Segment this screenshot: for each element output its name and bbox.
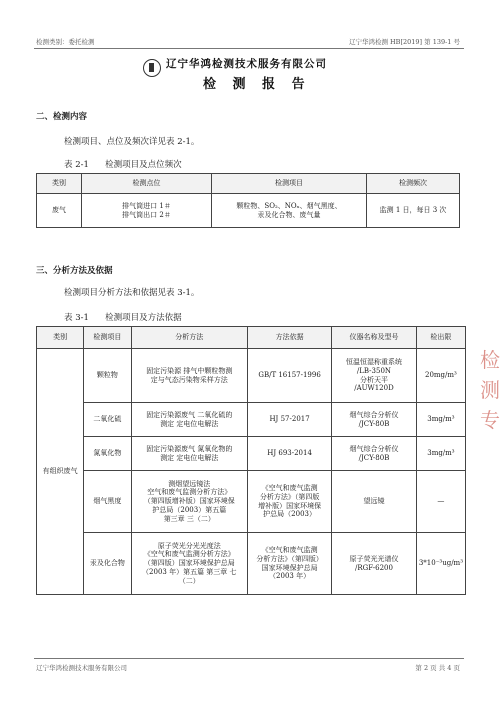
item-cell: 颗粒物 (84, 349, 131, 403)
table-row (37, 437, 466, 471)
table-2-1-caption: 表 2-1 检测项目及点位频次 (64, 160, 182, 170)
column-header: 检测项目 (84, 327, 131, 349)
category-cell: 有组织废气 (37, 349, 84, 595)
method-line: （二） (178, 576, 200, 585)
method-line: 护总局（2003）第五篇 (152, 505, 227, 514)
table-row (37, 471, 466, 533)
item-cell: 烟气黑度 (84, 471, 131, 533)
instrument-line: 分析天平 (359, 375, 388, 384)
method-line: 第三章 三（二） (163, 514, 215, 523)
basis-line: 《空气和废气监测 (261, 484, 318, 492)
instrument-cell (332, 437, 417, 471)
limit-cell: 3mg/m³ (416, 437, 465, 471)
table-row (37, 349, 466, 403)
column-header: 类别 (37, 327, 84, 349)
instrument-line: 原子荧光光谱仪 (349, 554, 399, 563)
section-3-heading: 三、分析方法及依据 (36, 266, 113, 276)
frequency-cell: 监测 1 日，每日 3 次 (367, 194, 460, 228)
basis-cell (248, 349, 332, 403)
instrument-line: /JCY-80B (358, 419, 390, 428)
method-line: 空气和废气监测分析方法》 (147, 488, 232, 497)
basis-line: 分析方法》（第四版） (256, 554, 323, 563)
method-cell (131, 533, 248, 595)
table-row (37, 194, 460, 228)
table-3-1 (36, 326, 466, 595)
limit-cell: 3mg/m³ (416, 403, 465, 437)
method-cell (131, 403, 248, 437)
limit-cell: 3*10⁻³ug/m³ (416, 533, 465, 595)
column-header: 分析方法 (131, 327, 248, 349)
section-3-intro: 检测项目分析方法和依据见表 3-1。 (64, 288, 200, 298)
table-3-1-caption: 表 3-1 检测项目及方法依据 (64, 313, 182, 323)
basis-line: 分析方法》（第四版 (259, 492, 320, 501)
company-name: 辽宁华鸿检测技术服务有限公司 (166, 58, 327, 70)
method-cell (131, 471, 248, 533)
instrument-line: /RGF-6200 (354, 563, 393, 572)
instrument-cell (332, 471, 417, 533)
basis-line: HJ 57-2017 (269, 415, 310, 424)
method-line: （2003 年）第五篇 第三章 七 (142, 567, 237, 576)
header-divider (34, 48, 464, 49)
instrument-cell (332, 403, 417, 437)
table-row (37, 533, 466, 595)
company-logo-icon (143, 59, 161, 77)
method-line: 测烟望远镜法 (168, 479, 211, 488)
table-2-1 (36, 173, 460, 228)
limit-cell: 20mg/m³ (416, 349, 465, 403)
instrument-line: /LB-350N (356, 366, 392, 375)
column-header: 类别 (37, 174, 82, 194)
basis-line: HJ 693-2014 (267, 449, 312, 458)
column-header: 方法依据 (248, 327, 332, 349)
points-cell (82, 194, 212, 228)
category-cell: 废气 (37, 194, 82, 228)
basis-line: GB/T 16157-1996 (258, 371, 321, 380)
column-header: 检出限 (416, 327, 465, 349)
instrument-line: 烟气综合分析仪 (349, 410, 399, 419)
item-cell: 二氧化硫 (84, 403, 131, 437)
method-line: 固定污染源废气 氮氧化物的 (146, 444, 233, 453)
column-header: 检测频次 (367, 174, 460, 194)
header-report-number: 辽宁华鸿检测 HB[2019] 第 139-1 号 (348, 38, 460, 46)
item-cell: 汞及化合物 (84, 533, 131, 595)
basis-line: 护总局（2003） (263, 510, 316, 519)
report-title: 检 测 报 告 (203, 77, 311, 92)
instrument-line: /JCY-80B (358, 453, 390, 462)
footer-divider (34, 658, 464, 659)
method-line: 测定 定电位电解法 (160, 453, 219, 462)
page-number: 第 2 页 共 4 页 (415, 664, 460, 672)
footer-company: 辽宁华鸿检测技术服务有限公司 (36, 664, 127, 672)
basis-line: 增补版）国家环境保 (258, 501, 322, 510)
basis-cell (248, 403, 332, 437)
method-cell (131, 349, 248, 403)
section-2-heading: 二、检测内容 (36, 112, 88, 122)
column-header: 仪器名称及型号 (332, 327, 417, 349)
point-line: 排气筒出口 2＃ (122, 210, 171, 219)
table-row (37, 403, 466, 437)
instrument-line: 烟气综合分析仪 (349, 444, 399, 453)
basis-line: 国家环境保护总局 (261, 563, 318, 572)
point-line: 排气筒进口 1＃ (122, 201, 171, 210)
basis-cell (248, 533, 332, 595)
column-header: 检测项目 (212, 174, 367, 194)
basis-cell (248, 437, 332, 471)
items-cell (212, 194, 367, 228)
section-2-intro: 检测项目、点位及频次详见表 2-1。 (64, 137, 200, 147)
method-cell (131, 437, 248, 471)
method-line: 《空气和废气监测分析方法》 (143, 550, 235, 559)
column-header: 检测点位 (82, 174, 212, 194)
basis-line: 《空气和废气监测 (261, 546, 318, 554)
instrument-line: /AUW120D (354, 384, 394, 393)
basis-line: （2003 年） (269, 572, 311, 581)
method-line: 测定 定电位电解法 (160, 419, 219, 428)
instrument-cell (332, 533, 417, 595)
instrument-line: 望远镜 (363, 497, 385, 506)
method-line: （第四版）国家环境保护总局 (143, 559, 235, 568)
limit-cell: — (416, 471, 465, 533)
instrument-cell (332, 349, 417, 403)
method-line: 固定污染源 排气中颗粒物测 (146, 366, 233, 375)
method-line: 原子荧光分光光度法 (157, 541, 221, 550)
method-line: （第四版增补版）国家环境保 (143, 497, 235, 506)
basis-cell (248, 471, 332, 533)
seal-stamp: 检 测 专 (480, 348, 500, 432)
method-line: 定与气态污染物采样方法 (150, 375, 228, 384)
item-cell: 氮氧化物 (84, 437, 131, 471)
method-line: 固定污染源废气 二氧化硫的 (146, 410, 233, 419)
item-line: 颗粒物、SO₂、NOₓ、烟气黑度、 (236, 201, 342, 210)
item-line: 汞及化合物、废气量 (257, 210, 321, 219)
header-category: 检测类别：委托检测 (36, 38, 95, 46)
instrument-line: 恒温恒湿称重系统 (345, 358, 402, 366)
